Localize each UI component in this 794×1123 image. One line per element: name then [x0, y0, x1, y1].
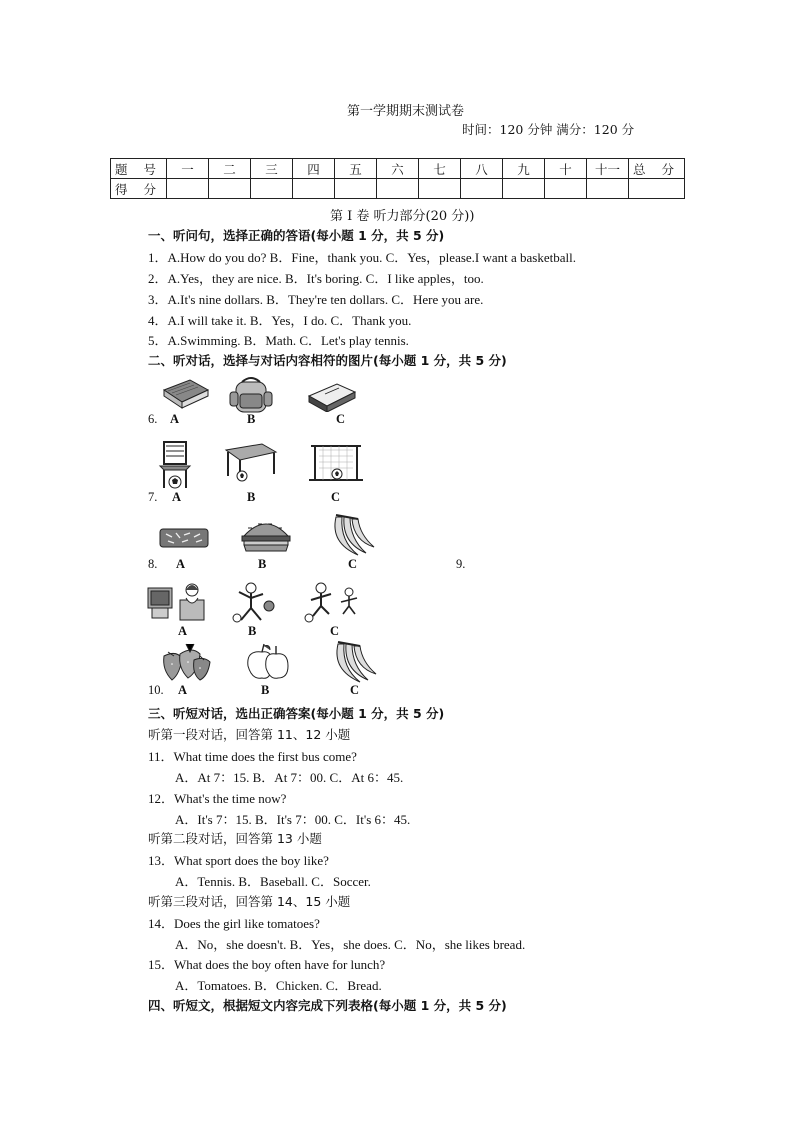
exam-meta: 时间：120 分钟 满分：120 分 — [462, 122, 635, 137]
bananas-icon — [330, 640, 380, 686]
answer-options: A．It's 7：15. B．It's 7：00. C．It's 6：45. — [175, 812, 411, 827]
score-cell — [419, 179, 461, 199]
option-label: A — [178, 683, 188, 697]
score-table-score-row — [111, 179, 685, 199]
answer-options: A．Tomatoes. B．Chicken. C．Bread. — [175, 978, 382, 993]
dialog-instruction: 听第二段对话，回答第 13 小题 — [148, 831, 322, 846]
section1-heading: 一、听问句，选择正确的答语(每小题 1 分，共 5 分) — [148, 228, 445, 243]
score-cell — [587, 179, 629, 199]
option-label: B — [248, 624, 257, 638]
question-item: 11．What time does the first bus come? — [148, 749, 357, 764]
option-label: A — [172, 490, 182, 504]
section3-heading: 三、听短对话，选出正确答案(每小题 1 分，共 5 分) — [148, 706, 445, 721]
question-item: 2．A.Yes，they are nice. B．It's boring. C．I like apples，too. — [148, 271, 484, 286]
question-item: 14．Does the girl like tomatoes? — [148, 916, 320, 931]
option-label: C — [336, 412, 346, 426]
eraser-icon — [305, 378, 359, 412]
table-cell: 九 — [503, 159, 545, 179]
question-item: 1．A.How do you do? B．Fine，thank you. C．Yes，please.I want a basketball. — [148, 250, 576, 265]
score-cell — [209, 179, 251, 199]
table-cell: 六 — [377, 159, 419, 179]
score-cell — [251, 179, 293, 199]
question-item: 13．What sport does the boy like? — [148, 853, 329, 868]
table-cell: 一 — [167, 159, 209, 179]
part1-title: 第 I 卷 听力部分(20 分)) — [330, 209, 475, 224]
score-table-header-row — [111, 159, 685, 179]
score-cell — [293, 179, 335, 199]
score-cell — [503, 179, 545, 199]
score-cell — [629, 179, 685, 199]
question-item: 15．What does the boy often have for lunch? — [148, 957, 386, 972]
strawberries-icon — [160, 640, 212, 684]
option-label: B — [261, 683, 270, 697]
score-cell — [167, 179, 209, 199]
score-table — [110, 158, 685, 199]
hamburger-icon — [238, 518, 294, 554]
bananas-icon — [328, 513, 378, 559]
table-cell: 四 — [293, 159, 335, 179]
score-cell — [377, 179, 419, 199]
book-icon — [160, 376, 212, 410]
page-title: 第一学期期末测试卷 — [347, 104, 465, 119]
table-cell: 二 — [209, 159, 251, 179]
option-label: B — [247, 412, 256, 426]
score-cell — [545, 179, 587, 199]
question-number: 9. — [456, 557, 466, 571]
option-label: A — [170, 412, 180, 426]
answer-options: A．No，she doesn't. B．Yes，she does. C．No，she likes bread. — [175, 937, 526, 952]
table-with-ball-icon — [222, 440, 278, 484]
question-item: 5．A.Swimming. B．Math. C．Let's play tennis. — [148, 333, 409, 348]
section2-heading: 二、听对话，选择与对话内容相符的图片(每小题 1 分，共 5 分) — [148, 353, 507, 368]
score-cell — [335, 179, 377, 199]
option-label: C — [331, 490, 341, 504]
table-cell: 五 — [335, 159, 377, 179]
chair-with-ball-icon — [156, 440, 196, 490]
question-number: 10. — [148, 683, 164, 697]
option-label: A — [178, 624, 188, 638]
bread-icon — [158, 525, 210, 551]
table-cell: 三 — [251, 159, 293, 179]
question-item: 3．A.It's nine dollars. B．They're ten dollars. C．Here you are. — [148, 292, 484, 307]
score-cell — [461, 179, 503, 199]
backpack-icon — [228, 376, 274, 416]
playing-soccer-icon — [303, 580, 363, 624]
option-label: C — [330, 624, 340, 638]
dialog-instruction: 听第三段对话，回答第 14、15 小题 — [148, 894, 351, 909]
tv-watching-icon — [146, 580, 210, 626]
question-number: 7. — [148, 490, 158, 504]
dialog-instruction: 听第一段对话，回答第 11、12 小题 — [148, 727, 351, 742]
soccer-goal-icon — [305, 440, 365, 486]
option-label: A — [176, 557, 186, 571]
answer-options: A．At 7：15. B．At 7：00. C．At 6：45. — [175, 770, 404, 785]
option-label: C — [348, 557, 358, 571]
table-cell: 总 分 — [629, 159, 685, 179]
table-cell: 八 — [461, 159, 503, 179]
option-label: B — [258, 557, 267, 571]
option-label: B — [247, 490, 256, 504]
table-cell: 十 — [545, 159, 587, 179]
question-number: 8. — [148, 557, 158, 571]
question-item: 4．A.I will take it. B．Yes，I do. C．Thank you. — [148, 313, 412, 328]
table-cell: 十一 — [587, 159, 629, 179]
apples-icon — [244, 642, 292, 682]
section4-heading: 四、听短文，根据短文内容完成下列表格(每小题 1 分，共 5 分) — [148, 998, 507, 1013]
question-item: 12．What's the time now? — [148, 791, 287, 806]
playing-basketball-icon — [229, 580, 277, 626]
table-cell: 题 号 — [111, 159, 167, 179]
option-label: C — [350, 683, 360, 697]
table-cell: 七 — [419, 159, 461, 179]
question-number: 6. — [148, 412, 158, 426]
table-cell: 得 分 — [111, 179, 167, 199]
answer-options: A．Tennis. B．Baseball. C．Soccer. — [175, 874, 371, 889]
